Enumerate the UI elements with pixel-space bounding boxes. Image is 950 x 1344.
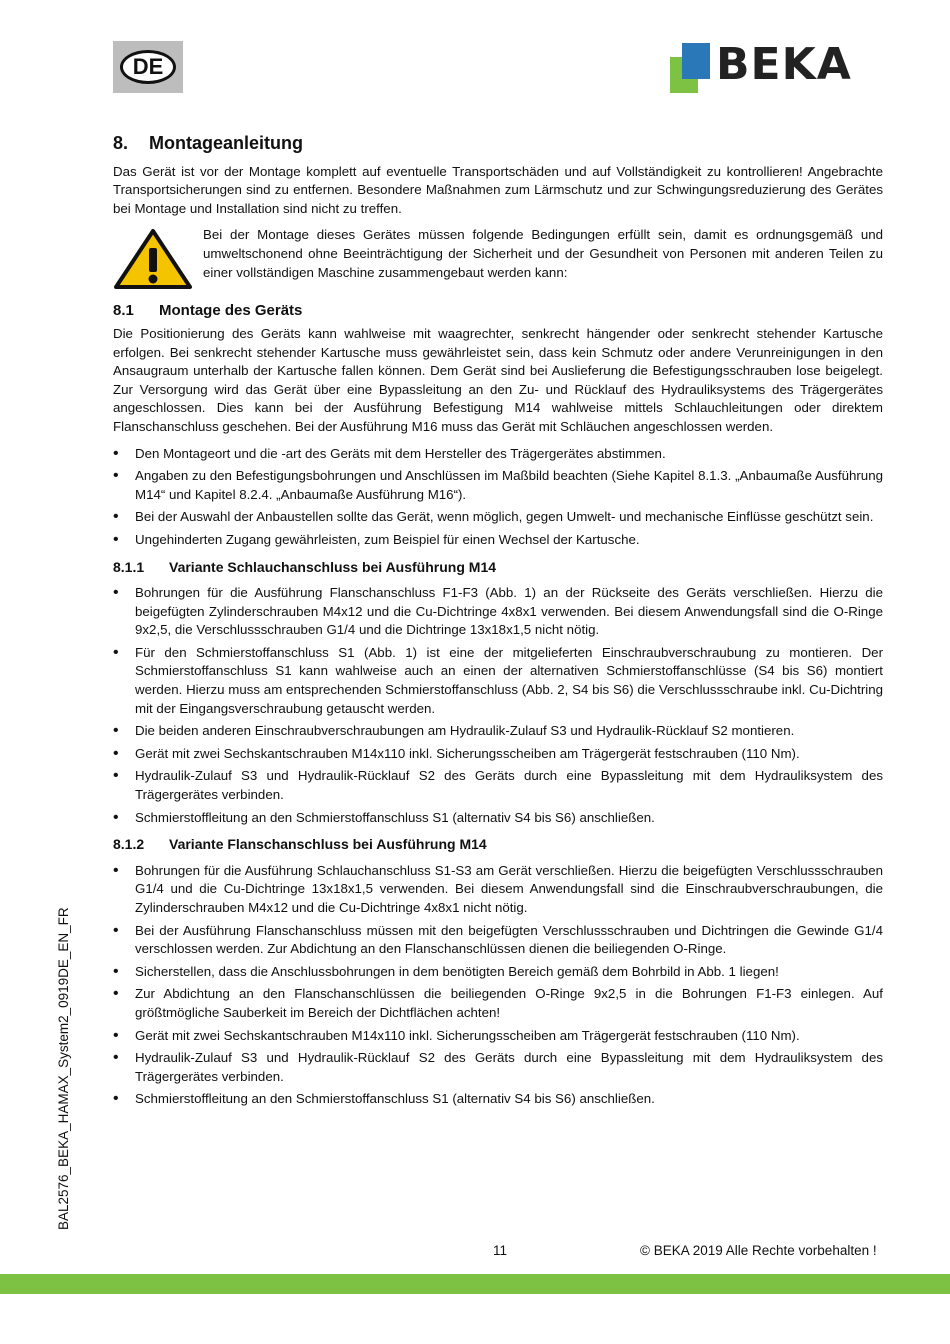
list-item: • Angaben zu den Befestigungsbohrungen und Anschlüssen im Maßbild beachten (Siehe Kapitel 8.1.3. „Anbaumaße Ausführung M14“ und Kapitel 8.2.4. „Anbaumaße Ausführung M16“). (113, 467, 883, 504)
section-8-1-2-list (113, 862, 883, 1109)
list-item: • Gerät mit zwei Sechskantschrauben M14x110 inkl. Sicherungsscheiben am Trägergerät festschrauben (110 Nm). (113, 745, 883, 764)
beka-logo (670, 39, 882, 95)
section-title: Montage des Geräts (159, 302, 303, 320)
copyright-notice: © BEKA 2019 Alle Rechte vorbehalten ! (640, 1243, 877, 1258)
section-number: 8.1 (113, 302, 134, 320)
list-item: • Bei der Ausführung Flanschanschluss müssen mit den beigefügten Verschlussschrauben und Dichtringen die Gewinde G1/4 verschlossen werden. Zur Abdichtung an den Flanschanschlüssen dienen die beiliegenden O-Ringe. (113, 922, 883, 959)
warning-triangle-icon (113, 228, 193, 290)
footer-bar (0, 1274, 950, 1294)
document-code: BAL2576_BEKA_HAMAX_System2_0919DE_EN_FR (56, 907, 71, 1230)
list-item: • Den Montageort und die -art des Geräts mit dem Hersteller des Trägergerätes abstimmen. (113, 445, 883, 464)
page-number: 11 (493, 1243, 508, 1258)
language-badge-label: DE (120, 50, 176, 84)
list-item: • Bei der Auswahl der Anbaustellen sollte das Gerät, wenn möglich, gegen Umwelt- und mechanische Einflüsse geschützt sein. (113, 508, 883, 527)
list-item: • Hydraulik-Zulauf S3 und Hydraulik-Rücklauf S2 des Geräts durch eine Bypassleitung mit dem Hydrauliksystem des Trägergerätes verbinden. (113, 1049, 883, 1086)
language-badge (113, 41, 183, 93)
list-item: • Sicherstellen, dass die Anschlussbohrungen in dem benötigten Bereich gemäß dem Bohrbild in Abb. 1 liegen! (113, 963, 883, 982)
warning-note (113, 226, 883, 290)
section-number: 8. (113, 133, 129, 153)
section-title: Montageanleitung (149, 133, 303, 153)
list-item: • Ungehinderten Zugang gewährleisten, zum Beispiel für einen Wechsel der Kartusche. (113, 531, 883, 550)
list-item: • Schmierstoffleitung an den Schmierstoffanschluss S1 (alternativ S4 bis S6) anschließen. (113, 1090, 883, 1109)
logo-blue-square (682, 43, 710, 79)
logo-text: BEKA (716, 39, 852, 90)
section-8-1-heading (113, 302, 883, 321)
section-8-heading (113, 134, 883, 153)
section-8-1-1-list (113, 584, 883, 827)
section-number: 8.1.1 (113, 558, 145, 575)
section-number: 8.1.2 (113, 836, 145, 853)
list-item: • Gerät mit zwei Sechskantschrauben M14x110 inkl. Sicherungsscheiben am Trägergerät festschrauben (110 Nm). (113, 1027, 883, 1046)
section-8-1-list (113, 445, 883, 550)
section-8-1-1-heading (113, 558, 883, 577)
list-item: • Bohrungen für die Ausführung Flanschanschluss F1-F3 (Abb. 1) an der Rückseite des Geräts verschließen. Hierzu die beigefügten Zylinderschrauben M4x12 und die Cu-Dichtringe 4x8x1 verwenden. Bei diesem Anwendungsfall sind die O-Ringe 9x2,5, die Verschlussschrauben G1/4 und die Dichtringe 13x18x1,5 nicht nötig. (113, 584, 883, 640)
list-item: • Für den Schmierstoffanschluss S1 (Abb. 1) ist eine der mitgelieferten Einschraubverschraubung zu montieren. Der Schmierstoffanschluss S1 kann wahlweise auch an einen der alternativen Schmierstoffanschlüsse (S4 bis S6) montiert werden. Hierzu muss am entsprechenden Schmierstoffanschluss (Abb. 2, S4 bis S6) die Verschlussschraube inkl. Cu-Dichtring mit der Eingangsverschraubung getauscht werden. (113, 644, 883, 718)
list-item: • Die beiden anderen Einschraubverschraubungen am Hydraulik-Zulauf S3 und Hydraulik-Rücklauf S2 montieren. (113, 722, 883, 741)
section-title: Variante Flanschanschluss bei Ausführung M14 (169, 836, 487, 853)
list-item: • Bohrungen für die Ausführung Schlauchanschluss S1-S3 am Gerät verschließen. Hierzu die beigefügten Verschlussschrauben G1/4 und die Cu-Dichtringe 13x18x1,5 verwenden. Bei diesem Anwendungsfall sind die Einschraubverschraubungen, die Zylinderschrauben M4x12 und die Cu-Dichtringe 4x8x1 nicht nötig. (113, 862, 883, 918)
section-8-1-body: Die Positionierung des Geräts kann wahlweise mit waagrechter, senkrecht hängender oder senkrecht stehender Kartusche erfolgen. Bei senkrecht stehender Kartusche muss gewährleistet sein, dass kein Schmutz oder andere Verunreinigungen in den Ansaugraum unterhalb der Kartusche fallen können. Dem Gerät sind bei Auslieferung die Befestigungsschrauben lose beigelegt. Zur Versorgung wird das Gerät über eine Bypassleitung an den Zu- und Rücklauf des Hydrauliksystems des Trägergerätes angeschlossen. Dies kann bei der Ausführung Befestigung M14 wahlweise mittels Schlauchleitungen oder direktem Flanschanschluss geschehen. Bei der Ausführung M16 muss das Gerät mit Schläuchen angeschlossen werden. (113, 325, 883, 434)
warning-text: Bei der Montage dieses Gerätes müssen folgende Bedingungen erfüllt sein, damit es ordnungsgemäß und umweltschonend ohne Beeinträchtigung der Sicherheit und der Gesundheit von Personen mit anderen Teilen zu einer vollständigen Maschine zusammengebaut werden kann: (203, 227, 883, 280)
list-item: • Zur Abdichtung an den Flanschanschlüssen die beiliegenden O-Ringe 9x2,5 in die Bohrungen F1-F3 einlegen. Auf größtmögliche Sauberkeit im Bereich der Dichtflächen achten! (113, 985, 883, 1022)
list-item: • Schmierstoffleitung an den Schmierstoffanschluss S1 (alternativ S4 bis S6) anschließen. (113, 809, 883, 828)
section-8-intro: Das Gerät ist vor der Montage komplett auf eventuelle Transportschäden und auf Vollständigkeit zu kontrollieren! Angebrachte Transportsicherungen sind zu entfernen. Besondere Maßnahmen zum Lärmschutz und zur Schwingungsreduzierung des Gerätes bei Montage und Installation sind nicht zu treffen. (113, 163, 883, 216)
document-body (113, 134, 883, 1113)
section-8-1-2-heading (113, 835, 883, 854)
section-title: Variante Schlauchanschluss bei Ausführung M14 (169, 558, 497, 575)
list-item: • Hydraulik-Zulauf S3 und Hydraulik-Rücklauf S2 des Geräts durch eine Bypassleitung mit dem Hydrauliksystem des Trägergerätes verbinden. (113, 767, 883, 804)
